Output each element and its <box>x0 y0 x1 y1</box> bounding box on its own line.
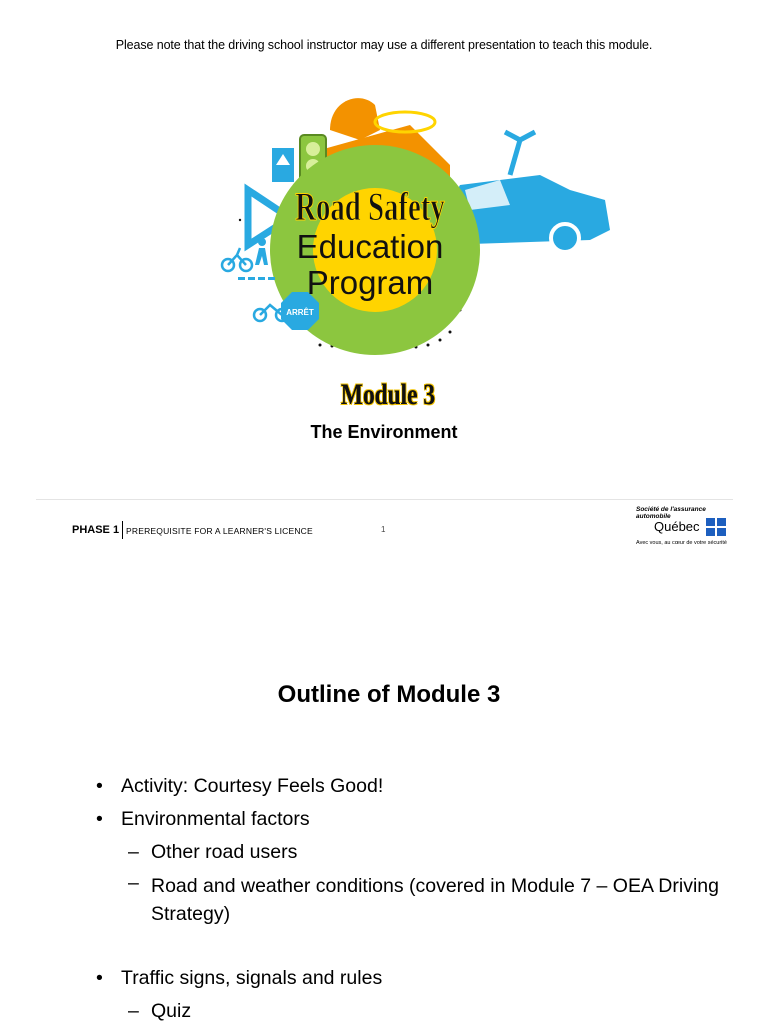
road-safety-logo <box>210 70 620 370</box>
footer-separator <box>122 521 123 539</box>
sub-list-item <box>96 995 756 1028</box>
cyclist-icon <box>222 248 252 271</box>
bullet-text: Traffic signs, signals and rules <box>121 967 383 989</box>
dash-icon: – <box>128 1000 139 1022</box>
list-item <box>96 803 756 836</box>
crosswalk-graphic <box>238 277 275 280</box>
bullet-icon: • <box>96 808 103 830</box>
bullet-icon: • <box>96 967 103 989</box>
module-subtitle: The Environment <box>310 422 458 442</box>
instructor-note: Please note that the driving school instructor may use a different presentation to teach this module. <box>115 38 653 52</box>
phase-label: PHASE 1 <box>72 524 120 536</box>
slide-divider <box>36 499 733 500</box>
sub-list-item <box>96 869 756 928</box>
footer-prerequisite: PREREQUISITE FOR A LEARNER'S LICENCE <box>126 526 313 536</box>
bullet-text: Activity: Courtesy Feels Good! <box>121 775 384 797</box>
logo-line-3: Program <box>306 264 434 301</box>
sub-list-item <box>96 836 756 869</box>
list-item <box>96 962 756 995</box>
bullet-text: Environmental factors <box>121 808 310 830</box>
list-item <box>96 770 756 803</box>
quebec-flag-icon <box>706 518 726 536</box>
dash-icon: – <box>128 872 139 894</box>
stop-sign-label: ARRÊT <box>286 308 314 317</box>
outline-title: Outline of Module 3 <box>277 681 501 708</box>
logo-line-2: Education <box>296 228 444 265</box>
saaq-agency-name: Société de l'assurance automobile <box>636 506 706 520</box>
page-number: 1 <box>381 525 386 534</box>
footer-phase <box>72 524 119 536</box>
sub-bullet-text: Road and weather conditions (covered in Module 7 – OEA Driving Strategy) <box>151 875 719 925</box>
module-title: Module 3 <box>340 378 436 411</box>
saaq-tagline: Avec vous, au cœur de votre sécurité <box>636 540 727 546</box>
sub-bullet-text: Quiz <box>151 1000 192 1022</box>
dash-icon: – <box>128 841 139 863</box>
saaq-brand: Québec <box>654 519 700 534</box>
saaq-logo <box>634 505 734 557</box>
outline-list <box>96 770 756 1028</box>
bullet-icon: • <box>96 775 103 797</box>
sub-bullet-text: Other road users <box>151 841 298 863</box>
logo-line-1: Road Safety <box>295 184 445 230</box>
